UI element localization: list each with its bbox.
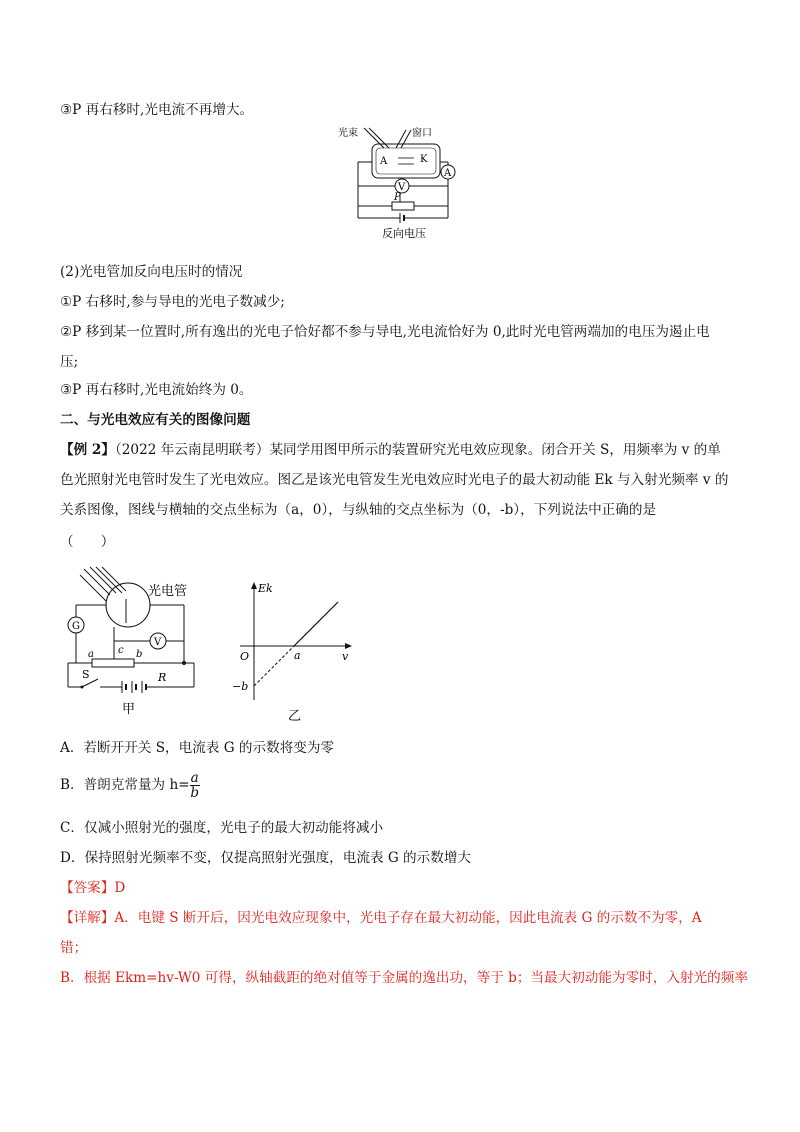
example-tag: 【例 2】: [60, 442, 115, 458]
label-window: 窗口: [412, 128, 432, 139]
example-text-1: 某同学用图甲所示的装置研究光电效应现象。闭合开关 S，用频率为 v 的单: [269, 442, 721, 458]
label-switch: S: [82, 668, 90, 681]
part-title: 二、与光电效应有关的图像问题: [60, 412, 251, 428]
reverse-item-1: ①P 右移时,参与导电的光电子数减少;: [60, 294, 285, 310]
example-line-1: [60, 440, 740, 460]
label-a: a: [88, 649, 94, 660]
explanation-line-1: 【详解】A．电键 S 断开后，因光电效应现象中，光电子存在最大初动能，因此电流表 G 的示数不为零，A: [60, 910, 702, 926]
fraction-denominator: b: [190, 785, 200, 801]
label-voltmeter: V: [398, 182, 406, 193]
label-R: R: [158, 671, 167, 684]
label-beam: 光束: [338, 128, 358, 139]
figure-yi-graph: [230, 580, 360, 725]
label-b: b: [136, 649, 143, 660]
label-ammeter: A: [444, 168, 452, 179]
example-source: （2022 年云南昆明联考）: [114, 442, 270, 458]
reverse-item-3: ③P 再右移时,光电流始终为 0。: [60, 382, 253, 398]
figure-jia-circuit: [62, 565, 212, 720]
label-neg-b: −b: [232, 680, 249, 693]
caption-yi: 乙: [288, 709, 302, 724]
option-d: D．保持照射光频率不变，仅提高照射光强度，电流表 G 的示数增大: [60, 850, 472, 866]
label-origin: O: [240, 650, 250, 663]
label-anode: A: [380, 156, 388, 167]
answer: 【答案】D: [60, 880, 126, 896]
label-v-axis: v: [342, 650, 349, 663]
reverse-item-2: ②P 移到某一位置时,所有逸出的光电子恰好都不参与导电,光电流恰好为 0,此时光电管两端加的电压为遏止电: [60, 324, 710, 340]
reverse-item-2-cont: 压;: [60, 354, 79, 370]
option-b-prefix: B．普朗克常量为 h=: [60, 777, 190, 793]
example-line-2: 色光照射光电管时发生了光电效应。图乙是该光电管发生光电效应时光电子的最大初动能 Ek 与入射光频率 v 的: [60, 472, 729, 488]
label-a-intercept: a: [294, 649, 301, 662]
label-phototube: 光电管: [148, 584, 188, 599]
fraction-numerator: a: [190, 770, 199, 786]
option-b-fraction: [190, 771, 200, 800]
option-c: C．仅减小照射光的强度，光电子的最大初动能将减小: [60, 820, 384, 836]
label-cathode: K: [420, 154, 428, 165]
caption-reverse-voltage: 反向电压: [382, 227, 426, 240]
label-slider-P: P: [394, 192, 401, 203]
forward-item-3: ③P 再右移时,光电流不再增大。: [60, 102, 254, 118]
answer-blank: （ ）: [60, 534, 115, 550]
example-line-3: 关系图像，图线与横轴的交点坐标为（a，0），与纵轴的交点坐标为（0，-b），下列说法中正确的是: [60, 502, 657, 518]
explanation-line-3: B．根据 Ekm=hv-W0 可得，纵轴截距的绝对值等于金属的逸出功，等于 b；当最大初动能为零时，入射光的频率: [60, 970, 748, 986]
label-voltmeter: V: [154, 637, 162, 648]
option-a: A．若断开开关 S，电流表 G 的示数将变为零: [60, 740, 335, 756]
option-b: [60, 770, 740, 800]
label-Ek: Ek: [258, 582, 273, 595]
reverse-heading: (2)光电管加反向电压时的情况: [60, 264, 243, 280]
label-galvanometer: G: [72, 621, 80, 632]
label-c: c: [118, 645, 124, 656]
explanation-line-2: 错；: [60, 940, 88, 956]
caption-jia: 甲: [122, 702, 136, 717]
figure-reverse-voltage-circuit: [338, 122, 478, 242]
